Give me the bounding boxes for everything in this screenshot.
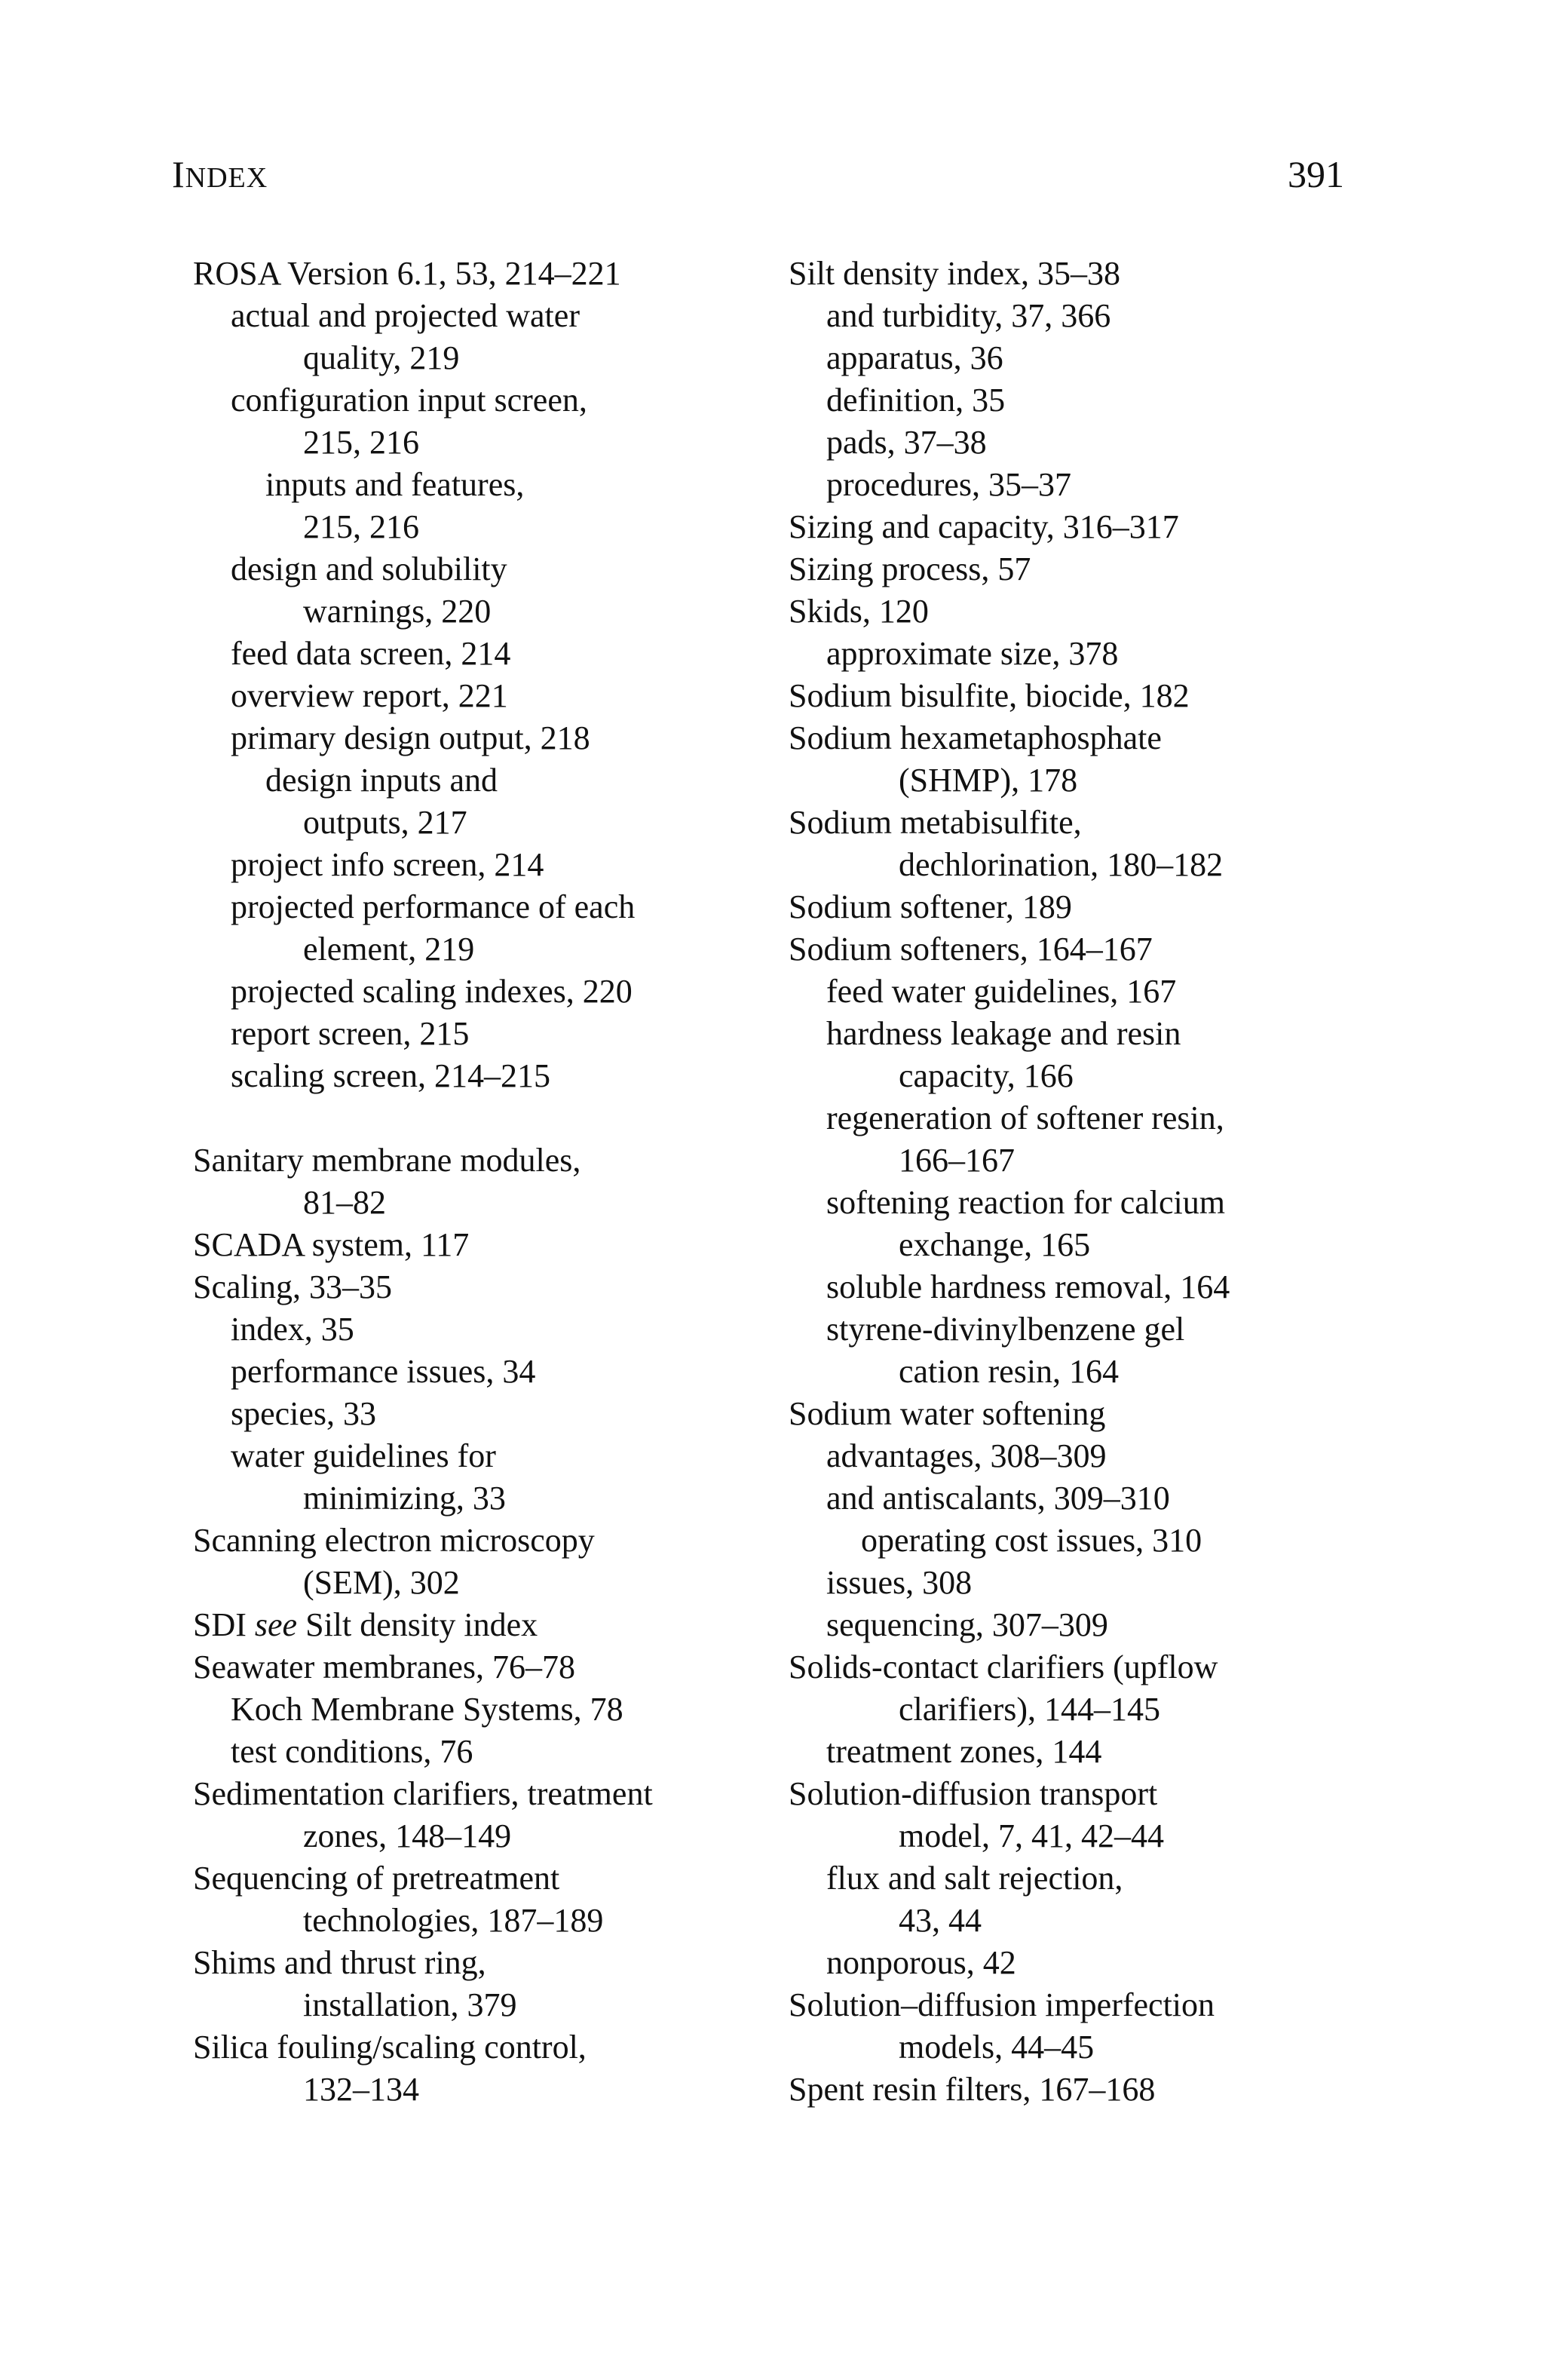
index-entry bbox=[193, 1604, 766, 1646]
index-subentry: softening reaction for calcium bbox=[826, 1184, 1226, 1221]
index-entry: Solids-contact clarifiers (upflow bbox=[789, 1649, 1218, 1685]
index-subentry: dechlorination, 180–182 bbox=[899, 846, 1224, 883]
index-subentry: soluble hardness removal, 164 bbox=[826, 1268, 1230, 1305]
index-entry: Sanitary membrane modules, bbox=[193, 1142, 581, 1179]
index-subentry: zones, 148–149 bbox=[303, 1817, 512, 1854]
index-entry: Silica fouling/scaling control, bbox=[193, 2029, 587, 2066]
index-subentry: treatment zones, 144 bbox=[826, 1733, 1102, 1770]
index-entry: Sequencing of pretreatment bbox=[193, 1860, 560, 1897]
index-subentry: performance issues, 34 bbox=[231, 1353, 536, 1390]
index-subentry: apparatus, 36 bbox=[826, 339, 1003, 376]
index-entry: Silt density index, 35–38 bbox=[789, 255, 1120, 292]
entry-term: SDI bbox=[193, 1606, 255, 1643]
index-subentry: nonporous, 42 bbox=[826, 1944, 1016, 1981]
index-subentry: (SEM), 302 bbox=[303, 1564, 460, 1601]
index-subentry: flux and salt rejection, bbox=[826, 1860, 1123, 1897]
index-subentry: element, 219 bbox=[303, 931, 475, 968]
index-entry: Sodium hexametaphosphate bbox=[789, 719, 1162, 756]
index-subentry: projected performance of each bbox=[231, 888, 636, 925]
index-subentry: 43, 44 bbox=[899, 1902, 982, 1939]
index-subentry: (SHMP), 178 bbox=[899, 762, 1078, 799]
entry-group-gap bbox=[193, 1097, 766, 1139]
index-entry: Skids, 120 bbox=[789, 593, 929, 630]
see-target: Silt density index bbox=[297, 1606, 538, 1643]
index-subentry: installation, 379 bbox=[303, 1986, 517, 2023]
index-subentry: 132–134 bbox=[303, 2071, 419, 2108]
index-subentry: capacity, 166 bbox=[899, 1057, 1074, 1094]
index-entry: Solution-diffusion transport bbox=[789, 1775, 1158, 1812]
index-entry: Sodium softener, 189 bbox=[789, 888, 1072, 925]
index-subentry: 166–167 bbox=[899, 1142, 1015, 1179]
index-subentry: minimizing, 33 bbox=[303, 1480, 506, 1517]
index-subentry: approximate size, 378 bbox=[826, 635, 1119, 672]
index-subentry: 81–82 bbox=[303, 1184, 386, 1221]
index-subentry: 215, 216 bbox=[303, 424, 419, 461]
index-subentry: hardness leakage and resin bbox=[826, 1015, 1181, 1052]
index-subentry: species, 33 bbox=[231, 1395, 377, 1432]
index-subentry: inputs and features, bbox=[265, 466, 525, 503]
index-entry: Sodium bisulfite, biocide, 182 bbox=[789, 677, 1190, 714]
index-entry: Sizing process, 57 bbox=[789, 551, 1031, 587]
index-subentry: feed water guidelines, 167 bbox=[826, 973, 1177, 1010]
index-subentry: pads, 37–38 bbox=[826, 424, 987, 461]
index-subentry: technologies, 187–189 bbox=[303, 1902, 604, 1939]
index-entry: Scaling, 33–35 bbox=[193, 1268, 392, 1305]
index-subentry: issues, 308 bbox=[826, 1564, 973, 1601]
index-subentry: overview report, 221 bbox=[231, 677, 508, 714]
header-title-initial: I bbox=[172, 153, 185, 195]
index-subentry: index, 35 bbox=[231, 1311, 354, 1348]
index-subentry: warnings, 220 bbox=[303, 593, 492, 630]
running-header-title bbox=[172, 155, 268, 193]
page-number: 391 bbox=[1288, 153, 1344, 195]
index-subentry: Koch Membrane Systems, 78 bbox=[231, 1691, 623, 1728]
index-column-left bbox=[193, 253, 766, 2111]
index-entry: Sodium softeners, 164–167 bbox=[789, 931, 1153, 968]
index-subentry: feed data screen, 214 bbox=[231, 635, 511, 672]
index-entry: Spent resin filters, 167–168 bbox=[789, 2071, 1156, 2108]
index-subentry: clarifiers), 144–145 bbox=[899, 1691, 1160, 1728]
index-subentry: operating cost issues, 310 bbox=[861, 1522, 1202, 1559]
index-subentry: report screen, 215 bbox=[231, 1015, 470, 1052]
index-subentry: configuration input screen, bbox=[231, 382, 587, 419]
index-subentry: actual and projected water bbox=[231, 297, 580, 334]
index-subentry: procedures, 35–37 bbox=[826, 466, 1072, 503]
index-subentry: styrene-divinylbenzene gel bbox=[826, 1311, 1185, 1348]
index-entry: Shims and thrust ring, bbox=[193, 1944, 486, 1981]
index-subentry: test conditions, 76 bbox=[231, 1733, 473, 1770]
index-column-right bbox=[789, 253, 1362, 2111]
index-entry: Scanning electron microscopy bbox=[193, 1522, 595, 1559]
index-subentry: exchange, 165 bbox=[899, 1226, 1091, 1263]
index-subentry: outputs, 217 bbox=[303, 804, 467, 841]
index-subentry: project info screen, 214 bbox=[231, 846, 544, 883]
index-subentry: definition, 35 bbox=[826, 382, 1006, 419]
index-subentry: models, 44–45 bbox=[899, 2029, 1095, 2066]
index-subentry: primary design output, 218 bbox=[231, 719, 590, 756]
index-subentry: design inputs and bbox=[265, 762, 498, 799]
index-subentry: 215, 216 bbox=[303, 508, 419, 545]
see-reference: see bbox=[254, 1606, 298, 1643]
index-subentry: water guidelines for bbox=[231, 1437, 496, 1474]
index-subentry: projected scaling indexes, 220 bbox=[231, 973, 633, 1010]
index-entry: SCADA system, 117 bbox=[193, 1226, 470, 1263]
index-subentry: cation resin, 164 bbox=[899, 1353, 1120, 1390]
index-subentry: and turbidity, 37, 366 bbox=[826, 297, 1111, 334]
index-subentry: design and solubility bbox=[231, 551, 507, 587]
index-subentry: regeneration of softener resin, bbox=[826, 1100, 1224, 1136]
index-subentry: scaling screen, 214–215 bbox=[231, 1057, 550, 1094]
index-entry: Sodium metabisulfite, bbox=[789, 804, 1082, 841]
index-entry: Solution–diffusion imperfection bbox=[789, 1986, 1215, 2023]
index-entry: Sedimentation clarifiers, treatment bbox=[193, 1775, 653, 1812]
index-subentry: and antiscalants, 309–310 bbox=[826, 1480, 1170, 1517]
index-entry: Seawater membranes, 76–78 bbox=[193, 1649, 576, 1685]
index-entry: ROSA Version 6.1, 53, 214–221 bbox=[193, 255, 621, 292]
index-subentry: model, 7, 41, 42–44 bbox=[899, 1817, 1164, 1854]
index-subentry: advantages, 308–309 bbox=[826, 1437, 1107, 1474]
index-entry: Sodium water softening bbox=[789, 1395, 1106, 1432]
index-subentry: sequencing, 307–309 bbox=[826, 1606, 1108, 1643]
header-title-rest: NDEX bbox=[185, 162, 268, 194]
index-entry: Sizing and capacity, 316–317 bbox=[789, 508, 1179, 545]
index-subentry: quality, 219 bbox=[303, 339, 460, 376]
